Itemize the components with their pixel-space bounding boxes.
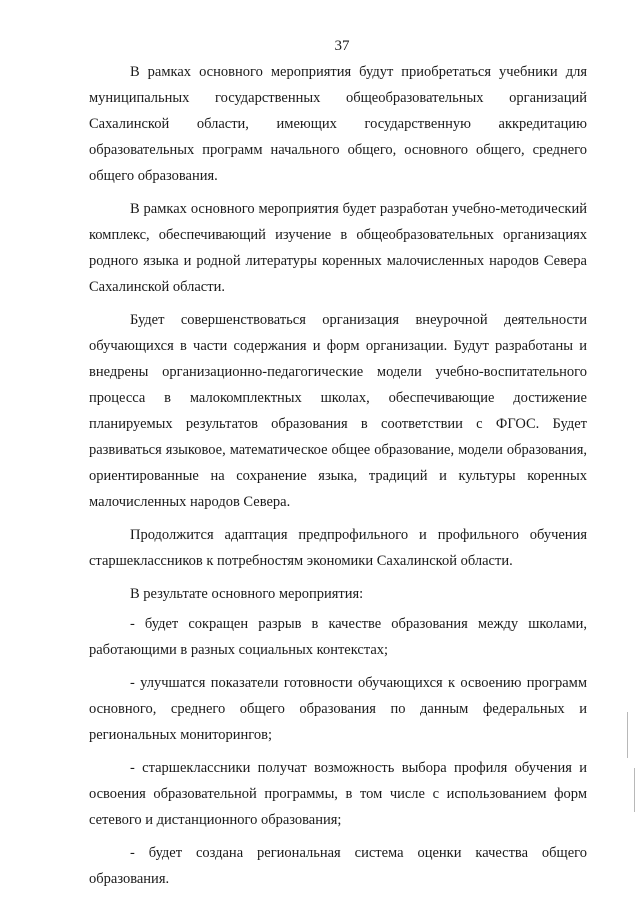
scan-artifact-line bbox=[634, 768, 635, 812]
scan-artifact-line bbox=[627, 712, 628, 758]
result-item-profile-choice: - старшеклассники получат возможность выбора профиля обучения и освоения образовательной программы, в том числе с использованием форм сетевого и дистанционного образования; bbox=[89, 760, 587, 828]
paragraph-methodical-complex: В рамках основного мероприятия будет разработан учебно-методический комплекс, обеспечивающий изучение в общеобразовательных организациях родного языка и родной литературы коренных малочисленных народов Севера Сахалинской области. bbox=[89, 201, 587, 295]
paragraph-profile-training: Продолжится адаптация предпрофильного и профильного обучения старшеклассников к потребностям экономики Сахалинской области. bbox=[89, 527, 587, 569]
paragraph-results-intro: В результате основного мероприятия: bbox=[130, 586, 364, 602]
result-item-quality-system: - будет создана региональная система оценки качества общего образования. bbox=[89, 845, 587, 887]
paragraph-extracurricular: Будет совершенствоваться организация внеурочной деятельности обучающихся в части содержания и форм организации. Будут разработаны и внедрены организационно-педагогические модели учебно-воспитательного процесса в малокомплектных школах, обеспечивающие достижение планируемых результатов образования в соответствии с ФГОС. Будет развиваться языковое, математическое общее образование, модели образования, ориентированные на сохранение языка, традиций и культуры коренных малочисленных народов Севера. bbox=[89, 312, 587, 510]
paragraph-textbooks: В рамках основного мероприятия будут приобретаться учебники для муниципальных государственных общеобразовательных организаций Сахалинской области, имеющих государственную аккредитацию образовательных программ начального общего, основного общего, среднего общего образования. bbox=[89, 64, 587, 184]
page-number: 37 bbox=[334, 38, 350, 54]
result-item-gap-reduction: - будет сокращен разрыв в качестве образования между школами, работающими в разных социальных контекстах; bbox=[89, 616, 587, 658]
result-item-readiness: - улучшатся показатели готовности обучающихся к освоению программ основного, среднего общего образования по данным федеральных и региональных мониторингов; bbox=[89, 675, 587, 743]
document-body bbox=[89, 59, 587, 892]
